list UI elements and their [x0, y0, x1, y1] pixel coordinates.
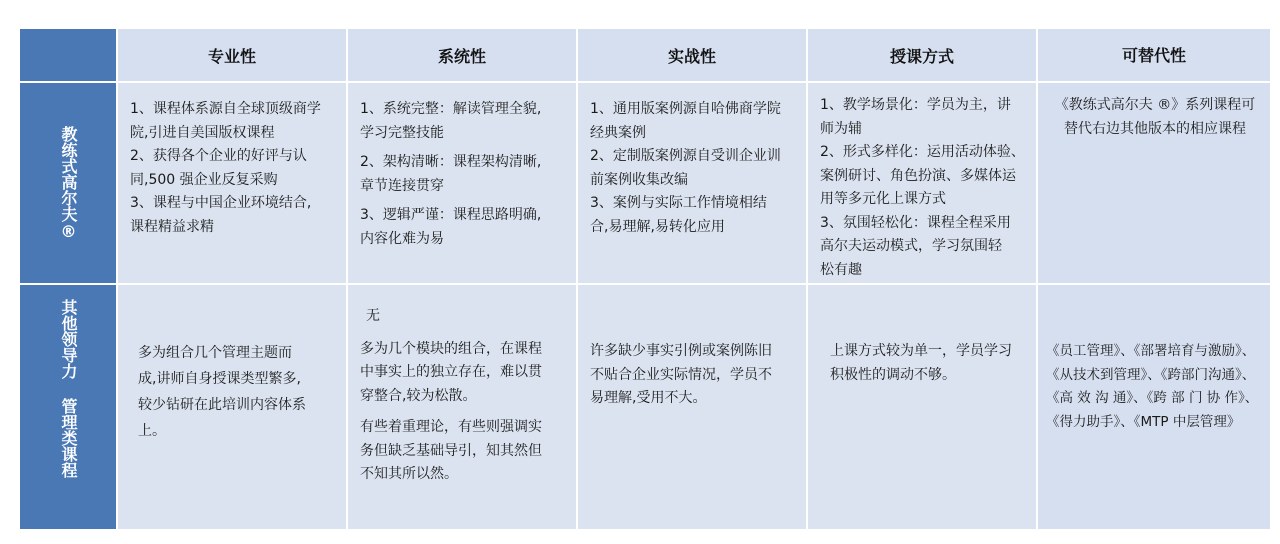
- cell-text: 许多缺少事实引例或案例陈旧 不贴合企业实际情况，学员不 易理解,受用不大。: [590, 343, 772, 406]
- cell-text: 2、架构清晰：课程架构清晰, 章节连接贯穿: [360, 154, 542, 194]
- cell-text: 1、教学场景化：学员为主，讲 师为辅 2、形式多样化：运用活动体验、 案例研讨、角色扮演、多媒体运 用等多元化上课方式 3、氛围轻松化：课程全程采用 高尔夫运动模式，学习氛围轻 松有趣: [820, 97, 1025, 278]
- cell-text: 《员工管理》、《部署培育与激励》、 《从技术到管理》、《跨部门沟通》、 《高 效 沟 通》、《跨 部 门 协 作》、 《得力助手》、《MTP 中层管理》: [1046, 343, 1259, 430]
- row-label-other-courses: [20, 285, 116, 529]
- header-replaceability: 可替代性: [1038, 29, 1270, 81]
- header-practical: 实战性: [578, 29, 806, 81]
- cell-r1-teaching-method: [808, 83, 1036, 283]
- cell-r2-systematic: [348, 285, 576, 529]
- cell-text: 1、课程体系源自全球顶级商学 院,引进自美国版权课程 2、获得各个企业的好评与认 同,500 强企业反复采购 3、课程与中国企业环境结合, 课程精益求精: [130, 101, 321, 235]
- header-teaching-method: 授课方式: [808, 29, 1036, 81]
- cell-text: 多为几个模块的组合，在课程 中事实上的独立存在，难以贯 穿整合,较为松散。: [360, 340, 542, 404]
- cell-text: 1、系统完整：解读管理全貌, 学习完整技能: [360, 101, 542, 141]
- corner-cell: [20, 29, 116, 81]
- cell-r2-replaceability: [1038, 285, 1270, 529]
- cell-r2-teaching-method: [808, 285, 1036, 529]
- cell-text: 上课方式较为单一，学员学习 积极性的调动不够。: [830, 343, 1012, 383]
- row-label-coaching-golf: [20, 83, 116, 283]
- cell-r1-systematic: [348, 83, 576, 283]
- cell-r1-replaceability: [1038, 83, 1270, 283]
- header-systematic: 系统性: [348, 29, 576, 81]
- cell-text: 1、通用版案例源自哈佛商学院 经典案例 2、定制版案例源自受训企业训 前案例收集改编 3、案例与实际工作情境相结 合,易理解,易转化应用: [590, 101, 781, 235]
- cell-text: 《教练式高尔夫 ®》系列课程可 替代右边其他版本的相应课程: [1054, 97, 1256, 137]
- cell-r1-professional: [118, 83, 346, 283]
- cell-r2-practical: [578, 285, 806, 529]
- cell-text: 3、逻辑严谨：课程思路明确, 内容化难为易: [360, 207, 542, 247]
- cell-text: 有些着重理论，有些则强调实 务但缺乏基础导引，知其然但 不知其所以然。: [360, 419, 542, 482]
- comparison-table: [20, 29, 1260, 525]
- cell-r2-professional: [118, 285, 346, 529]
- cell-r1-practical: [578, 83, 806, 283]
- row-label-text: 教练式高尔夫®: [59, 125, 78, 241]
- row-label-text: 其他领导力 管理类课程: [59, 299, 78, 478]
- cell-text: 多为组合几个管理主题而 成,讲师自身授课类型繁多, 较少钻研在此培训内容体系 上。: [138, 345, 306, 439]
- cell-text: 无: [366, 308, 380, 324]
- header-professional: 专业性: [118, 29, 346, 81]
